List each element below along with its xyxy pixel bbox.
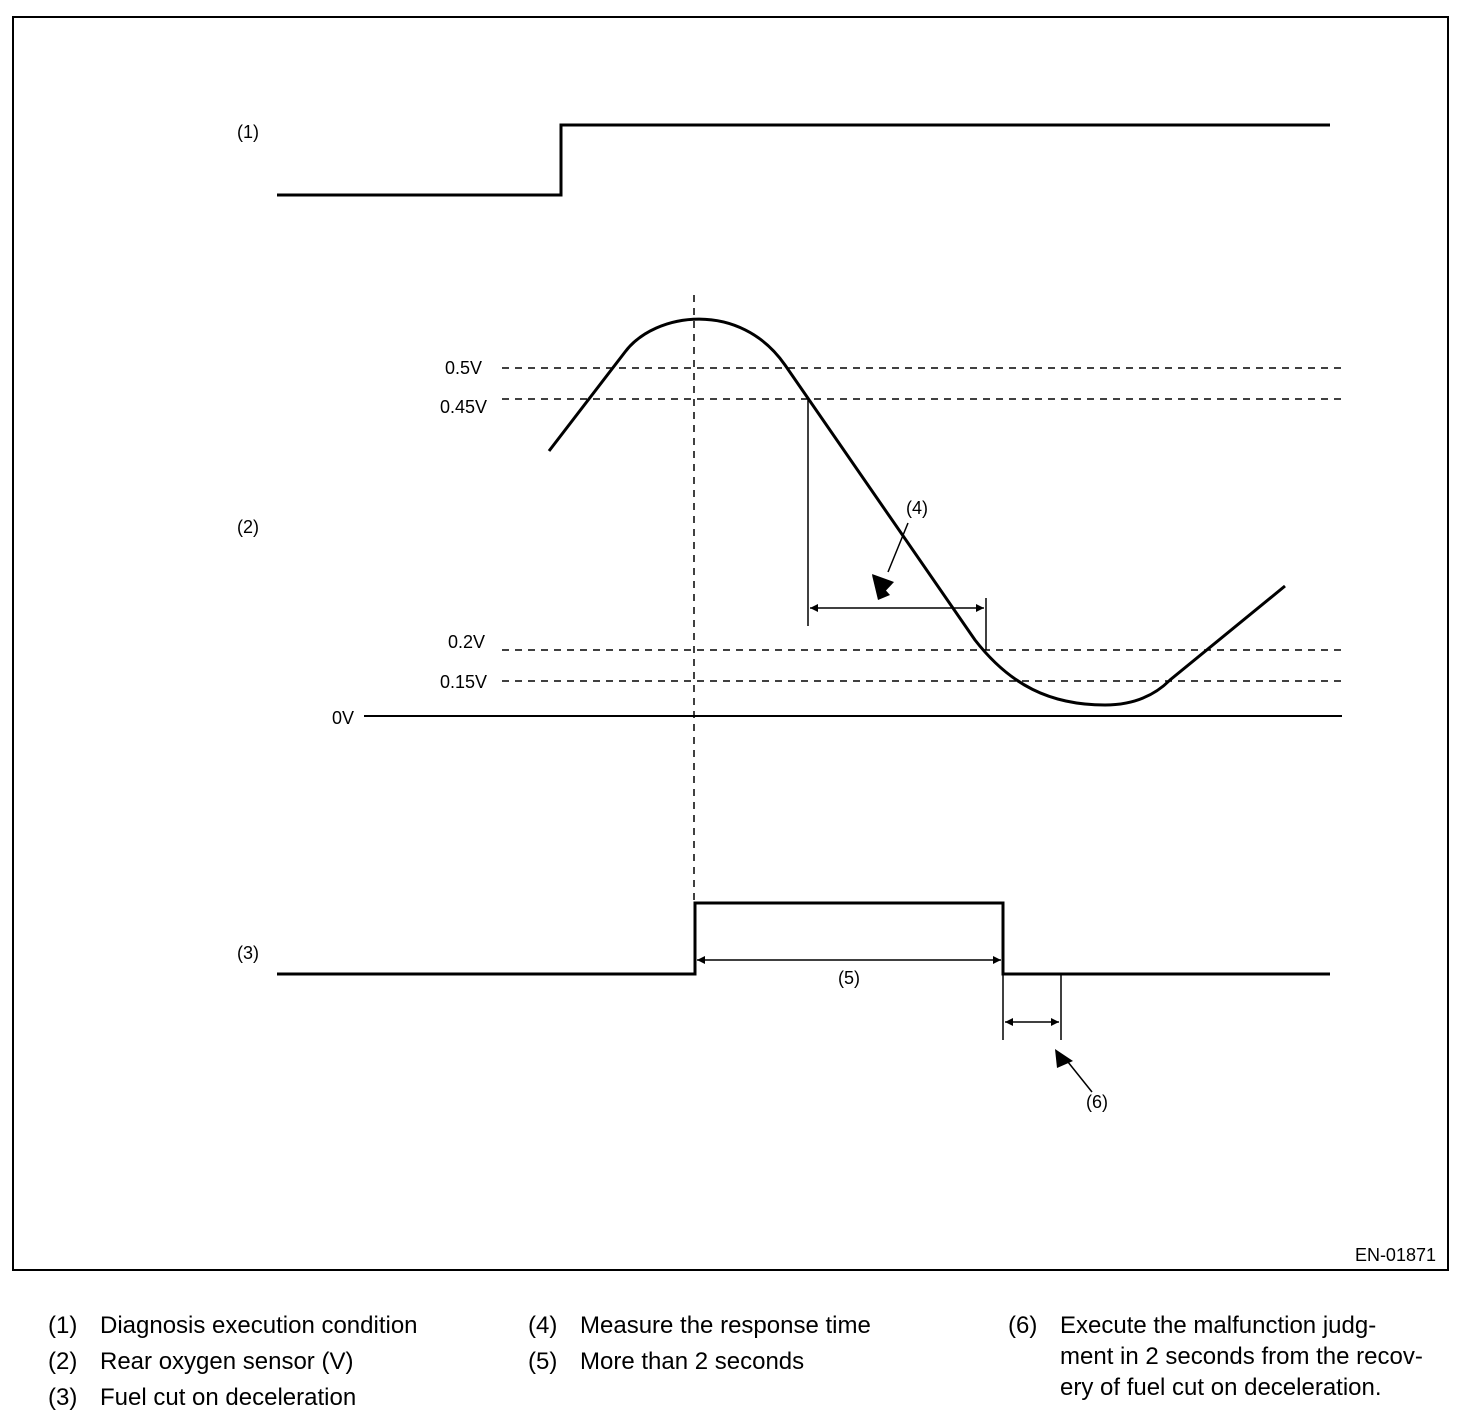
diagram-frame bbox=[13, 17, 1448, 1270]
legend-text-line: ery of fuel cut on deceleration. bbox=[1060, 1374, 1382, 1401]
legend-text: Measure the response time bbox=[580, 1312, 871, 1339]
legend-text: Rear oxygen sensor (V) bbox=[100, 1348, 354, 1375]
legend-text: Fuel cut on deceleration bbox=[100, 1384, 357, 1411]
fuel-cut-signal bbox=[277, 903, 1330, 974]
voltage-label-0-5v: 0.5V bbox=[444, 358, 482, 378]
callout-leader-6 bbox=[1068, 1062, 1092, 1092]
legend-text bbox=[1060, 1310, 1450, 1403]
callout-label-5: (5) bbox=[838, 968, 860, 988]
legend bbox=[0, 1300, 1472, 1422]
legend-text: More than 2 seconds bbox=[580, 1348, 805, 1375]
legend-number: (4) bbox=[528, 1312, 558, 1339]
voltage-label-0-15v: 0.15V bbox=[439, 672, 487, 692]
legend-number: (5) bbox=[528, 1348, 558, 1375]
legend-number: (6) bbox=[1008, 1312, 1038, 1339]
signal-label-fuelcut: (3) bbox=[237, 943, 259, 963]
legend-number: (3) bbox=[48, 1384, 78, 1411]
legend-text-line: Execute the malfunction judg- bbox=[1060, 1312, 1377, 1339]
callout-label-4: (4) bbox=[906, 498, 928, 518]
voltage-label-0-45v: 0.45V bbox=[439, 397, 487, 417]
legend-number: (2) bbox=[48, 1348, 78, 1375]
callout-label-6: (6) bbox=[1086, 1092, 1108, 1112]
voltage-label-0v: 0V bbox=[331, 708, 354, 728]
signal-label-diagnosis: (1) bbox=[237, 122, 259, 142]
voltage-label-0-2v: 0.2V bbox=[447, 632, 485, 652]
legend-text: Diagnosis execution condition bbox=[100, 1312, 418, 1339]
signal-label-sensor: (2) bbox=[237, 517, 259, 537]
legend-number: (1) bbox=[48, 1312, 78, 1339]
legend-text-line: ment in 2 seconds from the recov- bbox=[1060, 1343, 1423, 1370]
diagnosis-condition-signal bbox=[277, 125, 1330, 195]
figure-code: EN-01871 bbox=[1354, 1245, 1436, 1265]
